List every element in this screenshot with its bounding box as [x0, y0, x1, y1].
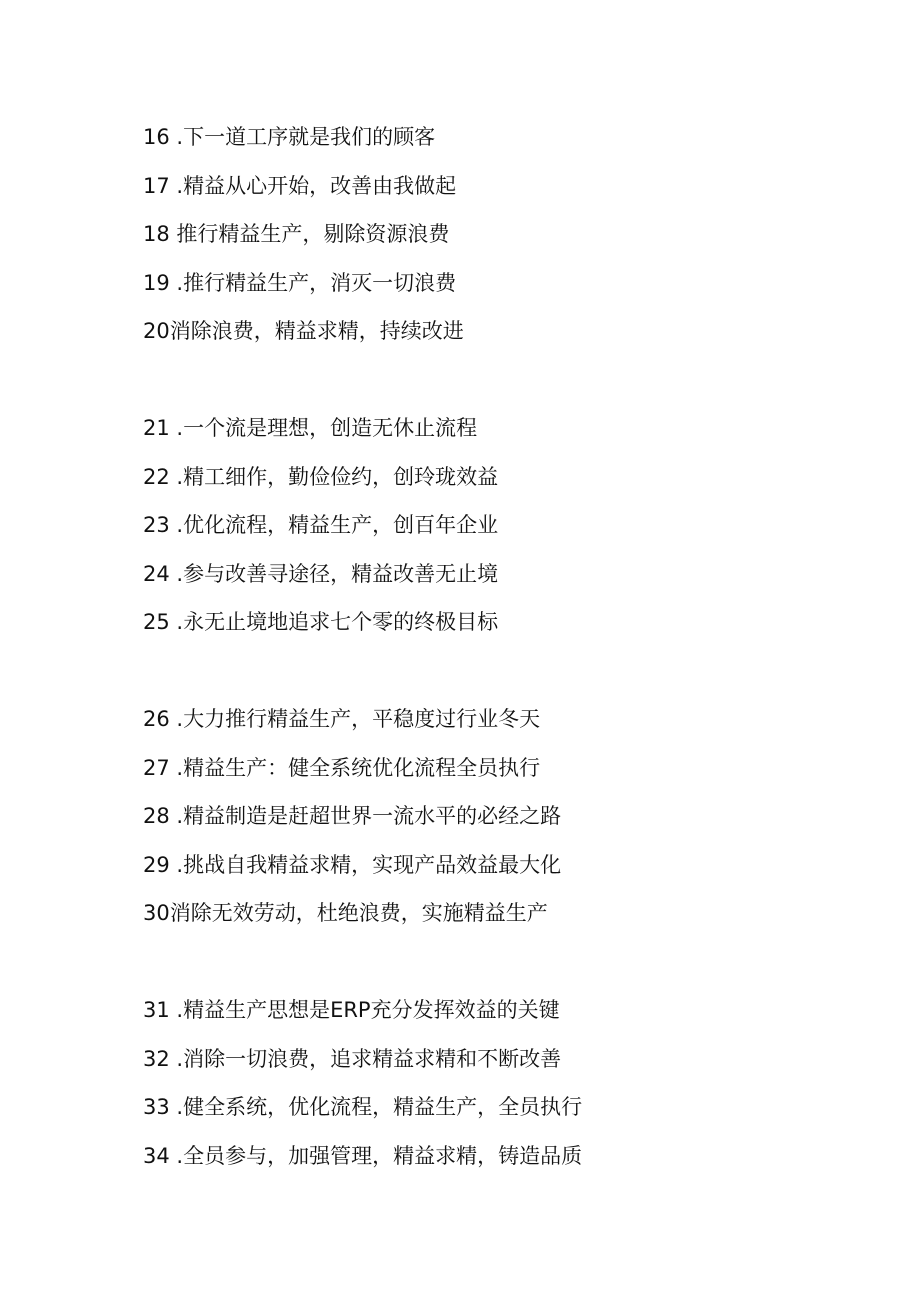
slogan-group-2	[143, 404, 843, 647]
slogan-line: 23 .优化流程，精益生产，创百年企业	[143, 513, 499, 537]
slogan-line: 19 .推行精益生产，消灭一切浪费	[143, 270, 457, 295]
slogan-line: 17 .精益从心开始，改善由我做起	[143, 173, 457, 198]
slogan-line: 33 .健全系统，优化流程，精益生产，全员执行	[143, 1095, 583, 1119]
slogan-line: 16 .下一道工序就是我们的顾客	[143, 125, 436, 149]
slogan-line: 32 .消除一切浪费，追求精益求精和不断改善	[143, 1046, 562, 1071]
slogan-line: 29 .挑战自我精益求精，实现产品效益最大化	[143, 852, 562, 877]
slogan-line: 27 .精益生产：健全系统优化流程全员执行	[143, 755, 541, 780]
slogan-group-4	[143, 986, 843, 1180]
slogan-group-3	[143, 695, 843, 938]
slogan-line: 34 .全员参与，加强管理，精益求精，铸造品质	[143, 1143, 583, 1168]
slogan-line: 31 .精益生产思想是ERP充分发挥效益的关键	[143, 998, 560, 1022]
slogan-group-1	[143, 113, 843, 356]
slogan-line: 28 .精益制造是赶超世界一流水平的必经之路	[143, 804, 562, 828]
slogan-line: 20消除浪费，精益求精，持续改进	[143, 319, 464, 343]
slogan-line: 18 推行精益生产，剔除资源浪费	[143, 222, 450, 246]
slogan-line: 21 .一个流是理想，创造无休止流程	[143, 416, 478, 440]
slogan-line: 24 .参与改善寻途径，精益改善无止境	[143, 561, 499, 586]
slogan-line: 30消除无效劳动，杜绝浪费，实施精益生产	[143, 901, 548, 925]
slogan-line: 25 .永无止境地追求七个零的终极目标	[143, 610, 499, 634]
slogan-line: 22 .精工细作，勤俭俭约，创玲珑效益	[143, 464, 499, 489]
slogan-line: 26 .大力推行精益生产，平稳度过行业冬天	[143, 707, 541, 731]
